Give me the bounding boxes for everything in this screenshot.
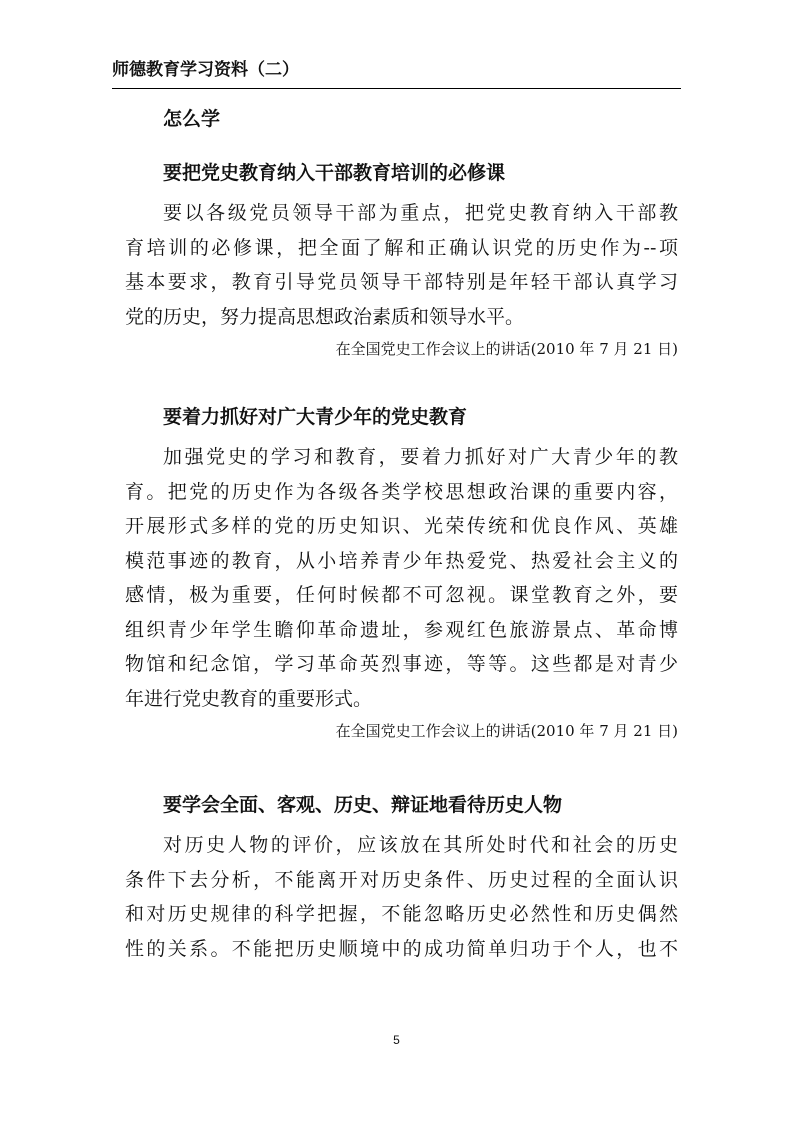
paragraph-line: 和对历史规律的科学把握，不能忽略历史必然性和历史偶然 [125,903,678,925]
paragraph-line: 感情，极为重要，任何时候都不可忽视。课堂教育之外，要 [125,584,678,606]
section-1 [125,158,678,362]
paragraph-line: 物馆和纪念馆，学习革命英烈事迹，等等。这些都是对青少 [125,653,678,675]
section-paragraph [125,440,678,716]
paragraph-line: 党的历史，努力提高思想政治素质和领导水平。 [125,305,525,328]
page-content [125,104,678,1006]
section-heading: 要学会全面、客观、历史、辩证地看待历史人物 [163,794,563,816]
paragraph-line: 开展形式多样的党的历史知识、光荣传统和优良作风、英雄 [125,515,678,537]
source-citation: 在全国党史工作会议上的讲话(2010 年 7 月 21 日) [335,340,678,358]
section-heading: 要把党史教育纳入干部教育培训的必修课 [163,162,506,184]
paragraph-line: 加强党史的学习和教育，要着力抓好对广大青少年的教 [163,446,678,468]
paragraph-line: 育。把党的历史作为各级各类学校思想政治课的重要内容， [125,480,678,503]
intro-title: 怎么学 [163,108,221,130]
section-paragraph [125,828,678,966]
paragraph-line: 对历史人物的评价，应该放在其所处时代和社会的历史 [163,834,678,856]
page-number: 5 [393,1033,400,1047]
paragraph-line: 性的关系。不能把历史顺境中的成功简单归功于个人，也不 [125,937,678,960]
paragraph-line: 育培训的必修课，把全面了解和正确认识党的历史作为--项 [125,236,678,259]
paragraph-line: 模范事迹的教育，从小培养青少年热爱党、热爱社会主义的 [125,549,678,572]
running-header: 师德教育学习资料（二） [112,60,299,80]
paragraph-line: 要以各级党员领导干部为重点，把党史教育纳入干部教 [163,202,678,224]
paragraph-line: 基本要求，教育引导党员领导干部特别是年轻干部认真学习 [125,271,678,293]
section-heading: 要着力抓好对广大青少年的党史教育 [163,406,468,428]
source-citation: 在全国党史工作会议上的讲话(2010 年 7 月 21 日) [335,722,678,740]
paragraph-line: 组织青少年学生瞻仰革命遗址，参观红色旅游景点、革命博 [125,618,678,641]
paragraph-line: 年进行党史教育的重要形式。 [125,687,373,710]
header-rule [112,88,681,89]
section-paragraph [125,196,678,334]
section-3 [125,790,678,966]
section-2 [125,402,678,744]
paragraph-line: 条件下去分析，不能离开对历史条件、历史过程的全面认识 [125,868,678,891]
